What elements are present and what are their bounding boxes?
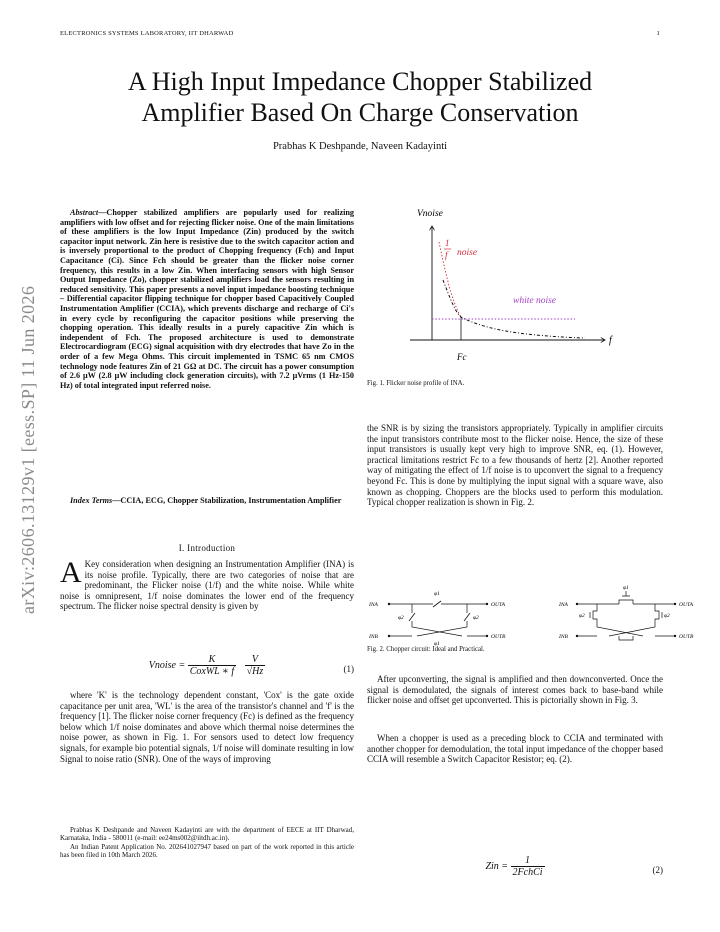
practical-output-b-label: OUTB <box>679 634 694 640</box>
intro-text-2: where 'K' is the technology dependent constant, 'Cox' is the gate oxide capacitance per unit area, 'WL' is the area of the transistor's channel and 'f' is the frequency [1]. The flicker noise corner frequency (Fc) is defined as the frequency below which 1/f noise dominates and above which thermal noise determines the noise power, as shown in Fig. 1. For sensors used to detect low frequency signals, for example bio potential signals, 1/f noise will dominate resulting in low Signal to noise ratio (SNR). One of the ways of improving <box>60 690 354 764</box>
running-header <box>60 30 660 37</box>
eq1-fraction-1 <box>188 654 236 677</box>
eq1-lhs: Vnoise = <box>148 660 186 671</box>
page-number: 1 <box>656 30 660 37</box>
ideal-phi1-bottom: φ1 <box>434 641 440 647</box>
total-noise-curve <box>443 280 585 338</box>
practical-input-a-label: INA <box>559 602 568 608</box>
eq2-numerator: 1 <box>511 855 545 867</box>
arxiv-watermark: arXiv:2606.13129v1 [eess.SP] 11 Jun 2026 <box>18 285 38 615</box>
index-terms-text: —CCIA, ECG, Chopper Stabilization, Instrumentation Amplifier <box>112 496 342 505</box>
y-axis-label: Vnoise <box>417 209 443 219</box>
right-text-2: After upconverting, the signal is amplified and then downconverted. Once the signal is demodulated, the signals of interest comes back to base-band while flicker noise and offset get upconverted. This is pictorially shown in Fig. 3. <box>367 674 663 706</box>
right-paragraph-2 <box>367 674 663 706</box>
abstract-label: Abstract <box>70 208 99 217</box>
practical-phi1-top: φ1 <box>623 585 629 591</box>
running-head-text: ELECTRONICS SYSTEMS LABORATORY, IIT DHARWAD <box>60 30 234 37</box>
author-list: Prabhas K Deshpande, Naveen Kadayinti <box>272 141 448 152</box>
eq1-denominator-1: CoxWL ∗ f <box>189 666 235 677</box>
practical-output-a-label: OUTA <box>679 602 693 608</box>
footnote <box>60 826 354 859</box>
eq2-denominator: 2FchCi <box>512 867 543 878</box>
ideal-input-b-label: INB <box>369 634 378 640</box>
footnote-affiliation: Prabhas K Deshpande and Naveen Kadayinti are with the department of EECE at IIT Dharwad, Karnataka, India - 580011 (e-mail: ee24ms002@iitdh.ac.in). <box>60 826 354 843</box>
corner-frequency-label: Fc <box>457 352 467 362</box>
title-line-1: A High Input Impedance Chopper Stabilized <box>127 67 593 96</box>
noise-profile-plot <box>395 200 635 372</box>
eq1-numerator-2: V <box>245 654 266 666</box>
ideal-input-a-label: INA <box>369 602 378 608</box>
paper-title <box>0 66 720 128</box>
index-terms-label: Index Terms <box>70 496 113 505</box>
title-line-2: Amplifier Based On Charge Conservation <box>141 98 579 127</box>
practical-phi2-left: φ2 <box>579 613 585 619</box>
figure-2-caption: Fig. 2. Chopper circuit: Ideal and Practical. <box>367 646 485 653</box>
right-paragraph-1 <box>367 423 663 508</box>
right-text-1: the SNR is by sizing the transistors appropriately. Typically in amplifier circuits the input transistors contribute most to the flicker noise. Hence, the size of these input transistors is usually kept very high to improve SNR, eq. (1). However, practical limitations restrict Fc to a few thousands of hertz [2]. Another reported way of mitigating the effect of 1/f noise is to upconvert the signal to a frequency beyond Fc. This is done by multiplying the input signal with a square wave, also known as chopping. Choppers are the blocks used to perform this modulation. Typical chopper realization is shown in Fig. 2. <box>367 423 663 508</box>
ideal-output-b-label: OUTB <box>491 634 506 640</box>
practical-chopper <box>558 585 694 640</box>
eq1-numerator-1: K <box>188 654 236 666</box>
intro-paragraph-2 <box>60 690 354 764</box>
index-terms <box>60 496 354 506</box>
drop-cap: A <box>60 556 82 589</box>
right-text-3: When a chopper is used as a preceding block to CCIA and terminated with another chopper for demodulation, the total input impedance of the chopper based CCIA will resemble a Switch Capacitor Resistor; eq. (2). <box>367 733 663 765</box>
eq2-fraction <box>511 855 545 878</box>
flicker-fraction-denominator: f <box>445 250 448 260</box>
flicker-fraction-numerator: 1 <box>445 238 450 248</box>
ideal-output-a-label: OUTA <box>491 602 505 608</box>
figure-1-caption: Fig. 1. Flicker noise profile of INA. <box>367 380 465 387</box>
x-axis-label: f <box>609 335 612 346</box>
section-heading-introduction: I. Introduction <box>178 543 236 553</box>
right-paragraph-3 <box>367 733 663 765</box>
figure-2-chopper-circuit <box>367 583 694 650</box>
equation-2 <box>367 855 663 889</box>
equation-1 <box>60 654 354 688</box>
practical-input-b-label: INB <box>559 634 568 640</box>
eq1-fraction-2 <box>245 654 266 677</box>
white-noise-label: white noise <box>513 296 557 306</box>
eq2-number: (2) <box>652 865 663 875</box>
figure-1-noise-profile <box>395 200 635 377</box>
intro-paragraph-1 <box>60 556 354 612</box>
abstract-text: —Chopper stabilized amplifiers are popularly used for realizing amplifiers with low offset and for rejecting flicker noise. One of the main limitations of these amplifiers is the low Input Impedance (Zin) produced by the switch capacitor input network. Zin here is resistive due to the switch capacitor action and is inversely proportional to the product of Chopping frequency (Fch) and Input Capacitance (Ci). Since Fch should be greater than the flicker noise corner frequency, this results in a low Zin. When interfacing sensors with high Sensor Output Impedance (Zo), chopper stabilized amplifiers load the sensors resulting in reduced sensitivity. This paper presents a novel input impedance boosting technique – Differential capacitor flipping technique for chopper based Capacitively Coupled Instrumentation Amplifier (CCIA), which prevents discharge and recharge of Ci's in every cycle by reconfiguring the capacitor positions while preserving the chopping operation. This ideally results in a purely capacitive Zin which is independent of Fch. The proposed architecture is used to demonstrate Electrocardiogram (ECG) signal acquisition with dry electrodes that have Zo in the order of a few Mega Ohms. This circuit implemented in TSMC 65 nm CMOS technology node features Zin of 21 GΩ at DC. The circuit has a power consumption of 2.6 μW (2.8 μW including clock generation circuits), with 7.2 μVrms (1 Hz-150 Hz) of total integrated input referred noise. <box>60 208 354 390</box>
eq1-denominator-2: √Hz <box>246 666 264 677</box>
footnote-patent: An Indian Patent Application No. 202641027947 based on part of the work reported in this article has been filed in 10th March 2026. <box>60 842 354 859</box>
ideal-phi2-left: φ2 <box>398 615 404 621</box>
ideal-phi1-top: φ1 <box>434 591 440 597</box>
ideal-phi2-right: φ2 <box>473 615 479 621</box>
chopper-circuit-diagram <box>367 583 694 647</box>
eq1-number: (1) <box>343 664 354 674</box>
flicker-noise-label: noise <box>457 248 478 258</box>
ideal-chopper <box>368 591 506 647</box>
intro-text-1: Key consideration when designing an Instrumentation Amplifier (INA) is its noise profile. Typically, there are two categories of noise that are predominant, the Flicker noise (1/f) and the white noise. While white noise is omnipresent, 1/f noise dominates the lower end of the frequency spectrum. The flicker noise spectral density is given by <box>60 559 354 612</box>
eq2-lhs: Zin = <box>485 861 509 872</box>
abstract <box>60 208 354 390</box>
practical-phi2-right: φ2 <box>664 613 670 619</box>
